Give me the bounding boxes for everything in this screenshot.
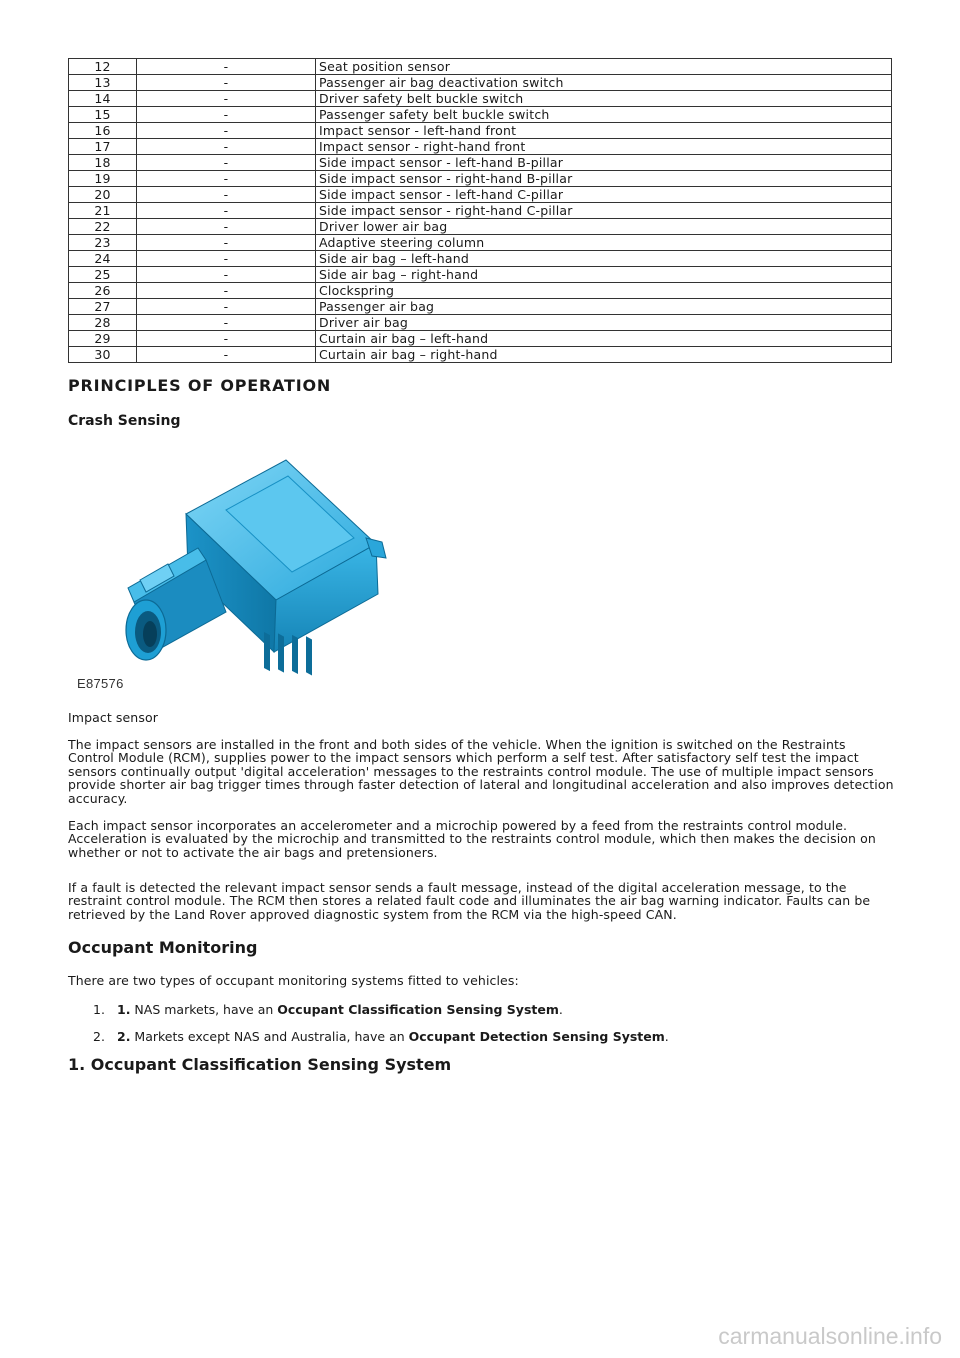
cell-sep: - (137, 155, 316, 171)
cell-sep: - (137, 171, 316, 187)
cell-num: 12 (69, 59, 137, 75)
table-row (69, 203, 892, 219)
list-marker: 2. (93, 1029, 105, 1044)
cell-desc: Passenger air bag deactivation switch (316, 75, 892, 91)
paragraph-2: Each impact sensor incorporates an accelerometer and a microchip powered by a feed from the restraints control module. Acceleration is evaluated by the microchip and transmitted to the restraints control module, which then makes the decision on whether or not to activate the air bags and pretensioners. (68, 818, 876, 860)
cell-sep: - (137, 331, 316, 347)
cell-num: 23 (69, 235, 137, 251)
figure-id: E87576 (77, 676, 124, 691)
table-row (69, 91, 892, 107)
cell-num: 29 (69, 331, 137, 347)
table-row (69, 235, 892, 251)
table-row (69, 267, 892, 283)
cell-num: 19 (69, 171, 137, 187)
table-row (69, 139, 892, 155)
cell-desc: Clockspring (316, 283, 892, 299)
table-row (69, 75, 892, 91)
cell-desc: Impact sensor - right-hand front (316, 139, 892, 155)
cell-num: 20 (69, 187, 137, 203)
table-row (69, 59, 892, 75)
cell-sep: - (137, 283, 316, 299)
cell-desc: Impact sensor - left-hand front (316, 123, 892, 139)
cell-desc: Adaptive steering column (316, 235, 892, 251)
section-heading: PRINCIPLES OF OPERATION (68, 376, 332, 395)
cell-num: 22 (69, 219, 137, 235)
table-row (69, 155, 892, 171)
table-row (69, 347, 892, 363)
cell-sep: - (137, 107, 316, 123)
impact-sensor-illustration (76, 452, 406, 697)
cell-desc: Passenger safety belt buckle switch (316, 107, 892, 123)
cell-num: 25 (69, 267, 137, 283)
occupant-intro: There are two types of occupant monitoring systems fitted to vehicles: (68, 973, 519, 988)
cell-sep: - (137, 219, 316, 235)
table-row (69, 331, 892, 347)
list-item: 1. NAS markets, have an Occupant Classification Sensing System. (117, 1002, 563, 1017)
cell-sep: - (137, 59, 316, 75)
cell-desc: Curtain air bag – left-hand (316, 331, 892, 347)
cell-sep: - (137, 299, 316, 315)
cell-num: 16 (69, 123, 137, 139)
cell-sep: - (137, 123, 316, 139)
list-marker: 1. (93, 1002, 105, 1017)
cell-sep: - (137, 139, 316, 155)
cell-num: 28 (69, 315, 137, 331)
cell-desc: Passenger air bag (316, 299, 892, 315)
cell-desc: Driver air bag (316, 315, 892, 331)
cell-desc: Seat position sensor (316, 59, 892, 75)
table-row (69, 123, 892, 139)
cell-num: 13 (69, 75, 137, 91)
cell-desc: Side air bag – left-hand (316, 251, 892, 267)
occupant-monitoring-heading: Occupant Monitoring (68, 938, 258, 957)
cell-desc: Curtain air bag – right-hand (316, 347, 892, 363)
cell-sep: - (137, 315, 316, 331)
cell-desc: Side air bag – right-hand (316, 267, 892, 283)
figure-caption: Impact sensor (68, 710, 158, 725)
cell-num: 24 (69, 251, 137, 267)
paragraph-1: The impact sensors are installed in the front and both sides of the vehicle. When the ignition is switched on the Restraints Control Module (RCM), supplies power to the impact sensors which perform a self test. After satisfactory self test the impact sensors continually output 'digital acceleration' messages to the restraints control module. The use of multiple impact sensors provide shorter air bag trigger times through faster detection of lateral and longitudinal acceleration and also improves detection accuracy. (68, 737, 894, 806)
cell-desc: Side impact sensor - right-hand B-pillar (316, 171, 892, 187)
parts-table (68, 58, 892, 363)
cell-num: 26 (69, 283, 137, 299)
cell-sep: - (137, 187, 316, 203)
cell-sep: - (137, 267, 316, 283)
cell-desc: Side impact sensor - left-hand B-pillar (316, 155, 892, 171)
cell-desc: Driver lower air bag (316, 219, 892, 235)
table-row (69, 219, 892, 235)
cell-desc: Driver safety belt buckle switch (316, 91, 892, 107)
table-row (69, 107, 892, 123)
cell-sep: - (137, 75, 316, 91)
cell-num: 27 (69, 299, 137, 315)
cell-sep: - (137, 347, 316, 363)
cell-num: 14 (69, 91, 137, 107)
table-row (69, 283, 892, 299)
list-item: 2. Markets except NAS and Australia, have an Occupant Detection Sensing System. (117, 1029, 669, 1044)
table-row (69, 315, 892, 331)
cell-sep: - (137, 235, 316, 251)
cell-sep: - (137, 91, 316, 107)
cell-num: 21 (69, 203, 137, 219)
cell-num: 18 (69, 155, 137, 171)
table-row (69, 187, 892, 203)
cell-num: 17 (69, 139, 137, 155)
parts-table-body (69, 59, 892, 363)
ocss-heading: 1. Occupant Classification Sensing System (68, 1055, 452, 1074)
crash-sensing-heading: Crash Sensing (68, 413, 181, 429)
table-row (69, 299, 892, 315)
paragraph-3: If a fault is detected the relevant impact sensor sends a fault message, instead of the digital acceleration message, to the restraint control module. The RCM then stores a related fault code and illuminates the air bag warning indicator. Faults can be retrieved by the Land Rover approved diagnostic system from the RCM via the high-speed CAN. (68, 880, 871, 922)
cell-desc: Side impact sensor - right-hand C-pillar (316, 203, 892, 219)
table-row (69, 251, 892, 267)
cell-sep: - (137, 251, 316, 267)
cell-num: 15 (69, 107, 137, 123)
cell-desc: Side impact sensor - left-hand C-pillar (316, 187, 892, 203)
watermark: carmanualsonline.info (718, 1323, 942, 1349)
cell-sep: - (137, 203, 316, 219)
cell-num: 30 (69, 347, 137, 363)
table-row (69, 171, 892, 187)
